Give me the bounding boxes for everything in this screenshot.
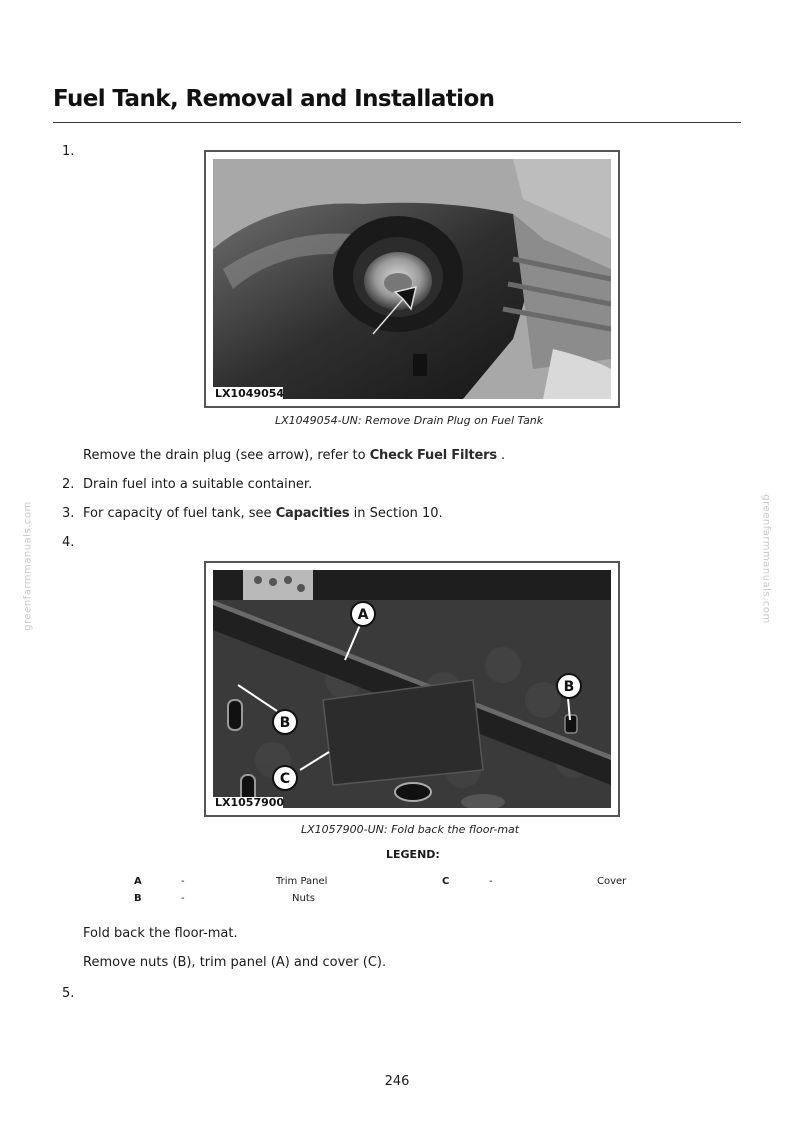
step-1-number: 1. — [62, 144, 75, 159]
legend-text-b: Nuts — [292, 893, 315, 904]
legend-separator-a: - — [181, 876, 185, 887]
drain-plug-photo — [213, 159, 611, 399]
legend-separator-b: - — [181, 893, 185, 904]
callout-a-label: A — [357, 607, 369, 623]
figure-floor-mat — [204, 561, 620, 817]
legend-text-c: Cover — [597, 876, 627, 887]
figure-1-id-label: LX1049054 — [215, 387, 285, 399]
floor-mat-photo — [213, 570, 611, 808]
legend-letter-b: B — [134, 893, 142, 904]
watermark-right: greenfarmmanuals.com — [760, 494, 772, 624]
title-divider — [53, 122, 741, 123]
watermark-left: greenfarmmanuals.com — [22, 501, 34, 631]
step-4-text-remove: Remove nuts (B), trim panel (A) and cover (C). — [83, 955, 387, 970]
check-fuel-filters-link[interactable]: Check Fuel Filters — [369, 448, 497, 463]
page-number: 246 — [384, 1074, 410, 1089]
figure-drain-plug — [204, 150, 620, 408]
step-2-text: Drain fuel into a suitable container. — [83, 477, 313, 492]
step-4-number: 4. — [62, 535, 75, 550]
figure-2-id-label: LX1057900 — [215, 796, 285, 808]
legend-separator-c: - — [489, 876, 493, 887]
legend-letter-a: A — [134, 876, 142, 887]
legend-title: LEGEND: — [386, 848, 440, 861]
step-3-number: 3. — [62, 506, 75, 521]
step-3-text: For capacity of fuel tank, see Capacities in Section 10. — [83, 506, 443, 521]
step-1-text: Remove the drain plug (see arrow), refer to Check Fuel Filters . — [83, 448, 506, 463]
figure-1-caption: LX1049054-UN: Remove Drain Plug on Fuel Tank — [275, 414, 544, 427]
step-5-number: 5. — [62, 986, 75, 1001]
callout-b-label-left: B — [279, 715, 291, 731]
step-2-number: 2. — [62, 477, 75, 492]
capacities-link[interactable]: Capacities — [275, 506, 350, 521]
legend-letter-c: C — [442, 876, 450, 887]
callout-b-label-right: B — [563, 679, 575, 695]
legend-text-a: Trim Panel — [276, 876, 328, 887]
step-4-text-fold: Fold back the floor-mat. — [83, 926, 238, 941]
page-title: Fuel Tank, Removal and Installation — [53, 86, 495, 112]
callout-c-label: C — [279, 771, 291, 787]
figure-2-caption: LX1057900-UN: Fold back the floor-mat — [301, 823, 520, 836]
